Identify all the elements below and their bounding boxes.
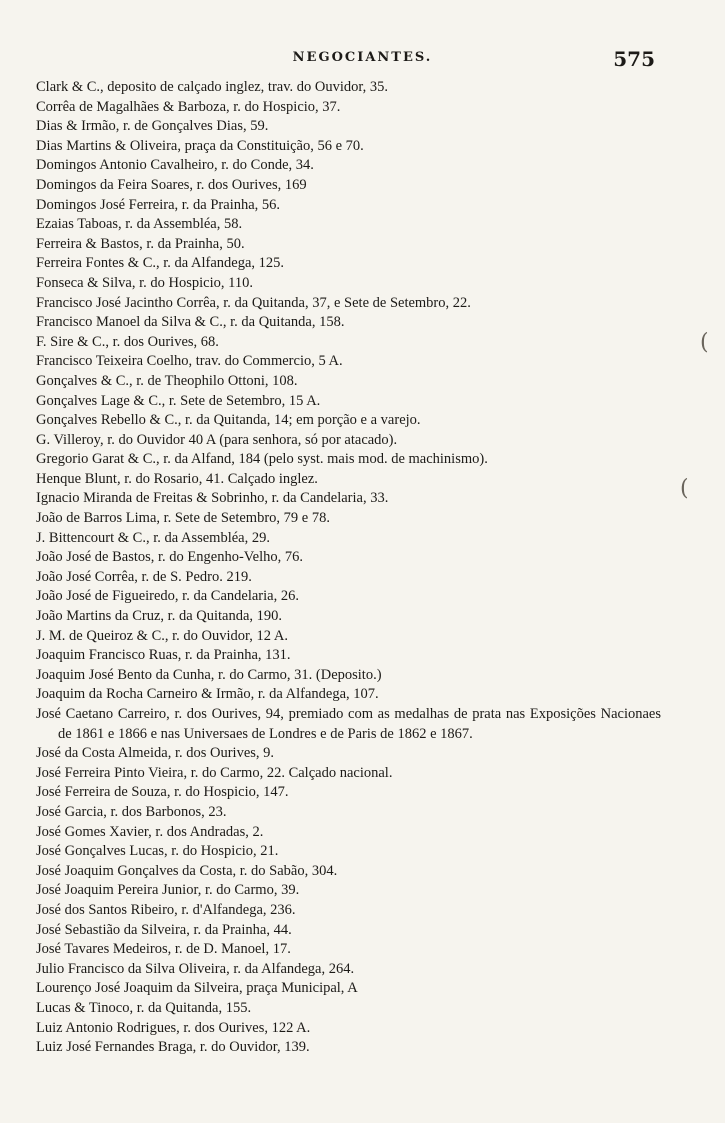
list-item: J. M. de Queiroz & C., r. do Ouvidor, 12 A. xyxy=(36,627,288,644)
list-item: Dias & Irmão, r. de Gonçalves Dias, 59. xyxy=(36,118,269,135)
list-item: Dias Martins & Oliveira, praça da Constituição, 56 e 70. xyxy=(36,137,364,154)
list-item: Ezaias Taboas, r. da Assembléa, 58. xyxy=(36,216,243,233)
list-item: Ferreira Fontes & C., r. da Alfandega, 125. xyxy=(36,255,285,272)
list-item: Domingos da Feira Soares, r. dos Ourives, 169 xyxy=(36,176,307,193)
list-item: Luiz Antonio Rodrigues, r. dos Ourives, 122 A. xyxy=(36,1019,311,1036)
list-item: José dos Santos Ribeiro, r. d'Alfandega, 236. xyxy=(36,901,296,918)
list-item: Gregorio Garat & C., r. da Alfand, 184 (pelo syst. mais mod. de machinismo). xyxy=(36,451,488,468)
list-item: Gonçalves Lage & C., r. Sete de Setembro, 15 A. xyxy=(36,392,321,409)
list-item: José Gomes Xavier, r. dos Andradas, 2. xyxy=(36,823,264,840)
list-item: Francisco Teixeira Coelho, trav. do Commercio, 5 A. xyxy=(36,353,343,370)
list-item: João José de Bastos, r. do Engenho-Velho, 76. xyxy=(36,549,304,566)
list-item: José Caetano Carreiro, r. dos Ourives, 94, premiado com as medalhas de prata nas Exposições Nacionaes de 1861 e 1866 e nas Universaes de Londres e de Paris de 1862 e 1867. xyxy=(36,706,661,742)
list-item: Ignacio Miranda de Freitas & Sobrinho, r. da Candelaria, 33. xyxy=(36,490,389,507)
list-item: José Joaquim Pereira Junior, r. do Carmo, 39. xyxy=(36,882,300,899)
list-item: José Ferreira de Souza, r. do Hospicio, 147. xyxy=(36,784,289,801)
list-item: Gonçalves Rebello & C., r. da Quitanda, 14; em porção e a varejo. xyxy=(36,412,421,429)
merchant-list xyxy=(36,78,661,1058)
list-item: José Gonçalves Lucas, r. do Hospicio, 21. xyxy=(36,843,279,860)
list-item: Joaquim José Bento da Cunha, r. do Carmo, 31. (Deposito.) xyxy=(36,666,382,683)
list-item: Gonçalves & C., r. de Theophilo Ottoni, 108. xyxy=(36,372,298,389)
list-item: João José de Figueiredo, r. da Candelaria, 26. xyxy=(36,588,299,605)
list-item: José da Costa Almeida, r. dos Ourives, 9. xyxy=(36,745,275,762)
list-item: José Garcia, r. dos Barbonos, 23. xyxy=(36,803,227,820)
list-item: Francisco José Jacintho Corrêa, r. da Quitanda, 37, e Sete de Setembro, 22. xyxy=(36,294,471,311)
list-item: João de Barros Lima, r. Sete de Setembro, 79 e 78. xyxy=(36,510,330,527)
list-item: J. Bittencourt & C., r. da Assembléa, 29. xyxy=(36,529,270,546)
list-item: Domingos Antonio Cavalheiro, r. do Conde, 34. xyxy=(36,157,314,174)
margin-mark: ( xyxy=(700,330,709,355)
list-item: G. Villeroy, r. do Ouvidor 40 A (para senhora, só por atacado). xyxy=(36,431,398,448)
section-title: NEGOCIANTES. xyxy=(292,50,433,65)
list-item: Joaquim Francisco Ruas, r. da Prainha, 131. xyxy=(36,647,291,664)
list-item: Ferreira & Bastos, r. da Prainha, 50. xyxy=(36,235,245,252)
page-header xyxy=(0,47,725,74)
list-item: José Joaquim Gonçalves da Costa, r. do Sabão, 304. xyxy=(36,862,338,879)
list-item: João José Corrêa, r. de S. Pedro. 219. xyxy=(36,568,252,585)
list-item: João Martins da Cruz, r. da Quitanda, 190. xyxy=(36,608,283,625)
list-item: Luiz José Fernandes Braga, r. do Ouvidor, 139. xyxy=(36,1039,310,1056)
list-item: Domingos José Ferreira, r. da Prainha, 56. xyxy=(36,196,281,213)
list-item: Francisco Manoel da Silva & C., r. da Quitanda, 158. xyxy=(36,314,345,331)
list-item: Joaquim da Rocha Carneiro & Irmão, r. da Alfandega, 107. xyxy=(36,686,379,703)
list-item: Lucas & Tinoco, r. da Quitanda, 155. xyxy=(36,999,252,1016)
list-item: Clark & C., deposito de calçado inglez, trav. do Ouvidor, 35. xyxy=(36,79,389,95)
margin-mark: ( xyxy=(680,476,689,501)
list-item: Julio Francisco da Silva Oliveira, r. da Alfandega, 264. xyxy=(36,960,355,977)
list-item: José Sebastião da Silveira, r. da Prainha, 44. xyxy=(36,921,292,938)
list-item: Fonseca & Silva, r. do Hospicio, 110. xyxy=(36,274,253,291)
list-item: Corrêa de Magalhães & Barboza, r. do Hospicio, 37. xyxy=(36,98,341,115)
list-item: José Tavares Medeiros, r. de D. Manoel, 17. xyxy=(36,941,291,958)
list-item: Lourenço José Joaquim da Silveira, praça Municipal, A xyxy=(36,980,358,997)
list-item: José Ferreira Pinto Vieira, r. do Carmo, 22. Calçado nacional. xyxy=(36,764,393,781)
page-number: 575 xyxy=(613,47,655,71)
list-item: F. Sire & C., r. dos Ourives, 68. xyxy=(36,333,219,350)
list-item: Henque Blunt, r. do Rosario, 41. Calçado inglez. xyxy=(36,470,318,487)
